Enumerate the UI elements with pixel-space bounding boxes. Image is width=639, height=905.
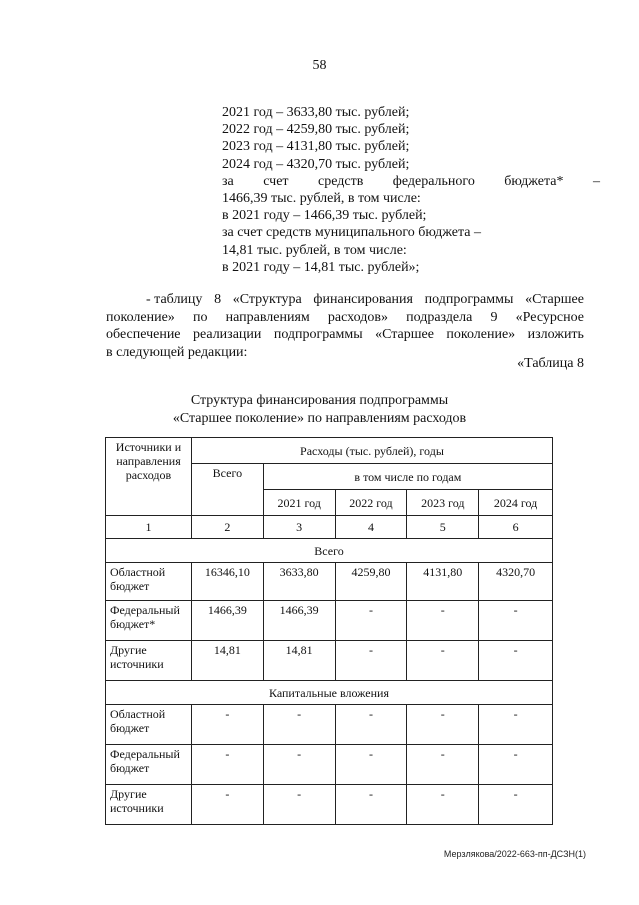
footer-doc-code: Мерзлякова/2022-663-пп-ДСЗН(1) [443, 849, 586, 859]
section-title-total: Всего [106, 539, 553, 563]
header-by-years: в том числе по годам [263, 464, 552, 490]
paragraph [106, 291, 584, 361]
page-number: 58 [312, 58, 327, 73]
section-title-capital: Капитальные вложения [106, 681, 553, 705]
paragraph-line: в следующей редакции: [106, 344, 248, 360]
budget-lines [222, 104, 600, 276]
budget-line-federal-total: 1466,39 тыс. рублей, в том числе: [222, 191, 421, 207]
paragraph-line: обеспечение реализации подпрограммы «Старшее поколение» изложить [106, 327, 584, 342]
table-row: Областной бюджет - - - - - [106, 705, 553, 745]
header-year-2022: 2022 год [335, 490, 407, 516]
table-row: Другие источники - - - - - [106, 785, 553, 825]
header-expenses: Расходы (тыс. рублей), годы [191, 438, 552, 464]
budget-line-municipal: за счет средств муниципального бюджета – [222, 225, 481, 241]
header-source: Источники и направления расходов [106, 438, 192, 516]
budget-line-2022: 2022 год – 4259,80 тыс. рублей; [222, 122, 410, 138]
paragraph-line: - таблицу 8 «Структура финансирования подпрограммы «Старшее [146, 292, 584, 307]
table-title: Структура финансирования подпрограммы «Старшее поколение» по направлениям расходов [172, 393, 467, 426]
header-total: Всего [191, 464, 263, 516]
table-row: Федеральный бюджет* 1466,39 1466,39 - - - [106, 601, 553, 641]
budget-line-2023: 2023 год – 4131,80 тыс. рублей; [222, 139, 410, 155]
table-row: Федеральный бюджет - - - - - [106, 745, 553, 785]
budget-line-2021: 2021 год – 3633,80 тыс. рублей; [222, 105, 410, 120]
budget-line-municipal-2021: в 2021 году – 14,81 тыс. рублей»; [222, 259, 420, 275]
header-year-2024: 2024 год [479, 490, 553, 516]
table-row: Другие источники 14,81 14,81 - - - [106, 641, 553, 681]
header-year-2021: 2021 год [263, 490, 335, 516]
table-label: «Таблица 8 [517, 356, 584, 371]
budget-line-2024: 2024 год – 4320,70 тыс. рублей; [222, 156, 410, 172]
federal-budget-line: за счет средств федерального бюджета* – [222, 173, 600, 189]
budget-line-federal-2021: в 2021 году – 1466,39 тыс. рублей; [222, 208, 427, 224]
table-row: Областной бюджет 16346,10 3633,80 4259,80 4131,80 4320,70 [106, 563, 553, 601]
header-year-2023: 2023 год [407, 490, 479, 516]
paragraph-line: поколение» по направлениям расходов» подраздела 9 «Ресурсное [106, 309, 584, 325]
column-numbers-row: 1 2 3 4 5 6 [106, 516, 553, 539]
financing-table [105, 437, 553, 825]
budget-line-municipal-total: 14,81 тыс. рублей, в том числе: [222, 242, 407, 258]
